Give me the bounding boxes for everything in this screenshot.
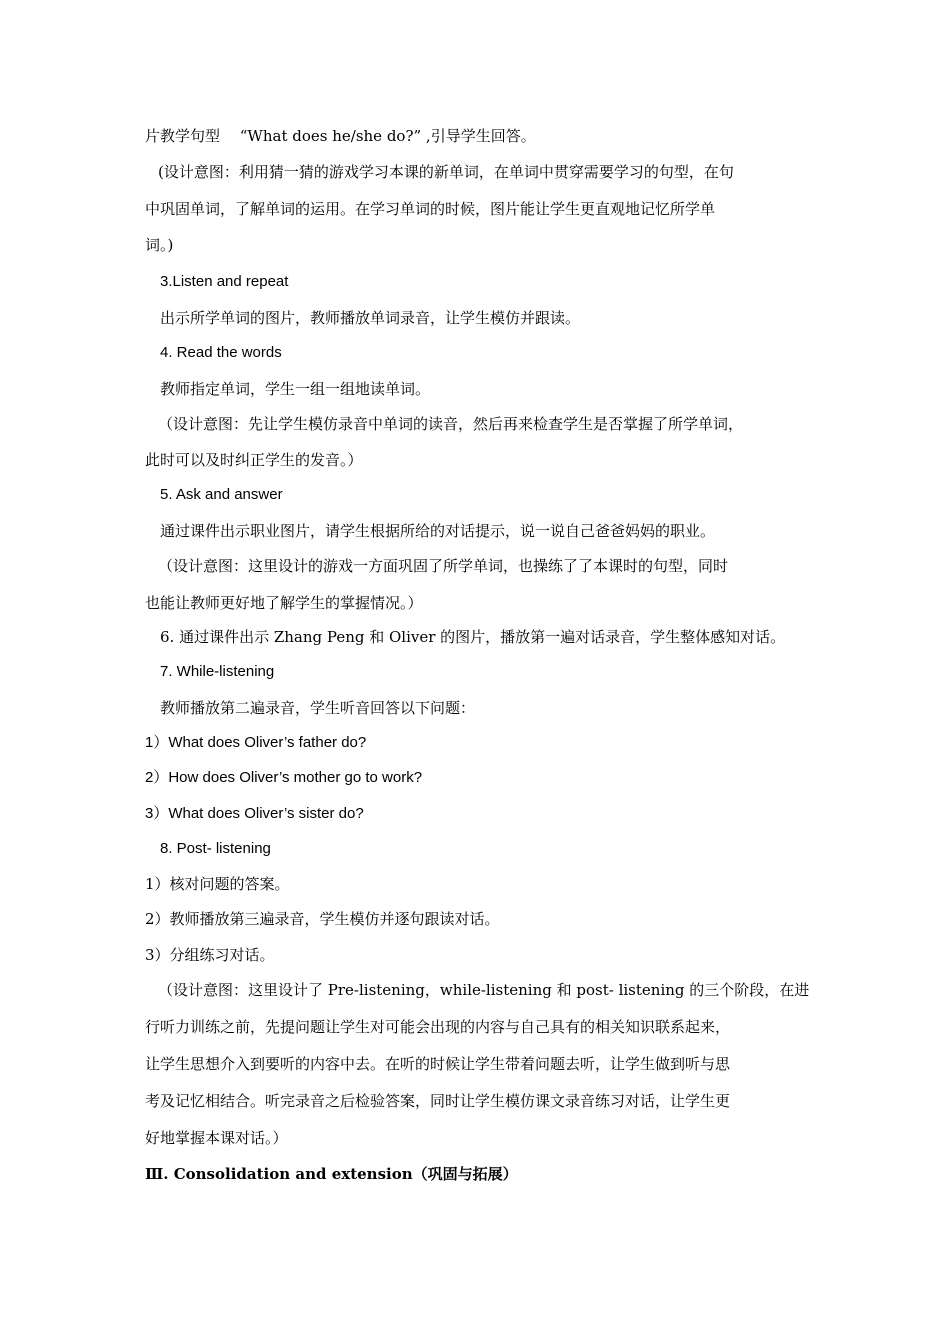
- question-item: 1）What does Oliver’s father do?: [145, 734, 367, 751]
- paragraph-line: 词。): [145, 236, 174, 254]
- section-heading: 5. Ask and answer: [160, 486, 283, 503]
- paragraph-line: (设计意图：利用猜一猜的游戏学习本课的新单词，在单词中贯穿需要学习的句型，在句: [158, 163, 734, 181]
- paragraph-line: 也能让教师更好地了解学生的掌握情况。）: [145, 594, 423, 612]
- paragraph-line: 片教学句型 “What does he/she do?” ,引导学生回答。: [145, 127, 536, 145]
- section-heading: 4. Read the words: [160, 344, 282, 361]
- paragraph-line: 让学生思想介入到要听的内容中去。在听的时候让学生带着问题去听，让学生做到听与思: [145, 1055, 731, 1073]
- list-item: 1）核对问题的答案。: [145, 875, 290, 893]
- paragraph-line: （设计意图：这里设计了 Pre-listening，while-listening 和 post- listening 的三个阶段，在进: [158, 981, 810, 999]
- question-item: 3）What does Oliver’s sister do?: [145, 805, 364, 822]
- paragraph-line: （设计意图：先让学生模仿录音中单词的读音，然后再来检查学生是否掌握了所学单词，: [158, 415, 744, 433]
- section-title: Ⅲ. Consolidation and extension（巩固与拓展）: [145, 1165, 518, 1183]
- paragraph-line: 出示所学单词的图片，教师播放单词录音，让学生模仿并跟读。: [160, 309, 581, 327]
- paragraph-line: 考及记忆相结合。听完录音之后检验答案，同时让学生模仿课文录音练习对话，让学生更: [145, 1092, 731, 1110]
- paragraph-line: 教师播放第二遍录音，学生听音回答以下问题：: [160, 699, 476, 717]
- section-heading: 8. Post- listening: [160, 840, 271, 857]
- paragraph-line: （设计意图：这里设计的游戏一方面巩固了所学单词，也操练了了本课时的句型，同时: [158, 557, 729, 575]
- list-item: 3）分组练习对话。: [145, 946, 275, 964]
- section-heading: 7. While-listening: [160, 663, 275, 680]
- question-item: 2）How does Oliver’s mother go to work?: [145, 769, 423, 786]
- paragraph-line: 教师指定单词，学生一组一组地读单词。: [160, 380, 431, 398]
- paragraph-line: 此时可以及时纠正学生的发音。）: [145, 451, 363, 469]
- list-item: 2）教师播放第三遍录音，学生模仿并逐句跟读对话。: [145, 910, 500, 928]
- paragraph-line: 通过课件出示职业图片，请学生根据所给的对话提示，说一说自己爸爸妈妈的职业。: [160, 522, 716, 540]
- paragraph-line: 好地掌握本课对话。）: [145, 1129, 288, 1147]
- section-heading: 3.Listen and repeat: [160, 273, 289, 290]
- paragraph-line: 行听力训练之前，先提问题让学生对可能会出现的内容与自己具有的相关知识联系起来，: [145, 1018, 731, 1036]
- paragraph-line: 6. 通过课件出示 Zhang Peng 和 Oliver 的图片，播放第一遍对话录音，学生整体感知对话。: [160, 628, 786, 646]
- paragraph-line: 中巩固单词，了解单词的运用。在学习单词的时候，图片能让学生更直观地记忆所学单: [145, 200, 716, 218]
